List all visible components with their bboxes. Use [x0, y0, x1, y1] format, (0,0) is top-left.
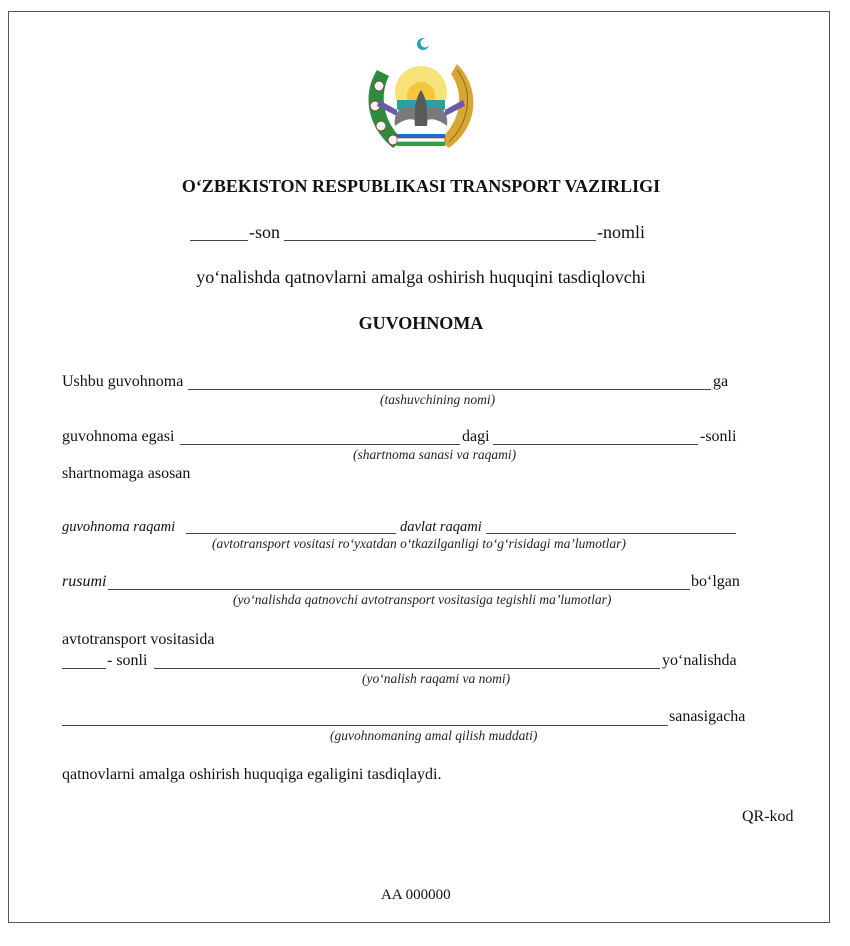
validity-date-field[interactable] [62, 725, 668, 726]
carrier-name-hint: (tashuvchining nomi) [380, 392, 496, 407]
row6-suffix: sanasigacha [669, 708, 746, 725]
serial-number: AA 000000 [381, 887, 451, 903]
row5-prefix: - sonli [107, 652, 148, 669]
contract-number-field[interactable] [493, 444, 698, 445]
row2-continuation: shartnomaga asosan [62, 465, 191, 482]
contract-hint: (shartnoma sanasi va raqami) [353, 447, 517, 462]
row4-suffix: bo‘lgan [691, 573, 740, 590]
registration-hint: (avtotransport vositasi ro‘yxatdan o‘tkazilganligi to‘g‘risidagi ma’lumotlar) [212, 536, 626, 551]
row1-prefix: Ushbu guvohnoma [62, 373, 184, 390]
row2-suffix: -sonli [700, 428, 737, 445]
state-number-label: davlat raqami [400, 519, 482, 535]
route-name-field[interactable] [284, 240, 596, 241]
model-label: rusumi [62, 573, 107, 590]
certificate-number-field[interactable] [190, 240, 248, 241]
certificate-number-label: guvohnoma raqami [62, 519, 176, 535]
row2-prefix: guvohnoma egasi [62, 428, 175, 445]
row5-suffix: yo‘nalishda [662, 652, 737, 669]
ministry-title: O‘ZBEKISTON RESPUBLIKASI TRANSPORT VAZIRLIGI [181, 176, 661, 196]
route-name-detail-field[interactable] [154, 668, 660, 669]
son-label: -son [249, 222, 280, 242]
state-emblem-icon [357, 30, 485, 158]
subtitle: yo‘nalishda qatnovlarni amalga oshirish huquqini tasdiqlovchi [196, 267, 646, 287]
closing-statement: qatnovlarni amalga oshirish huquqiga egaligini tasdiqlaydi. [62, 766, 442, 783]
registration-certificate-field[interactable] [186, 533, 396, 534]
row2-middle: dagi [462, 428, 490, 445]
row1-suffix: ga [713, 373, 729, 390]
validity-hint: (guvohnomaning amal qilish muddati) [330, 728, 538, 743]
contract-date-field[interactable] [180, 444, 460, 445]
vehicle-model-field[interactable] [108, 589, 690, 590]
document-title: GUVOHNOMA [358, 313, 484, 333]
row5-line1: avtotransport vositasida [62, 631, 215, 648]
route-hint: (yo‘nalish raqami va nomi) [362, 671, 511, 686]
state-number-field[interactable] [486, 533, 736, 534]
route-number-field[interactable] [62, 668, 106, 669]
nomli-label: -nomli [597, 222, 645, 242]
qr-code-placeholder: QR-kod [742, 808, 794, 825]
carrier-name-field[interactable] [188, 389, 711, 390]
vehicle-info-hint: (yo‘nalishda qatnovchi avtotransport vositasiga tegishli ma’lumotlar) [233, 592, 612, 607]
